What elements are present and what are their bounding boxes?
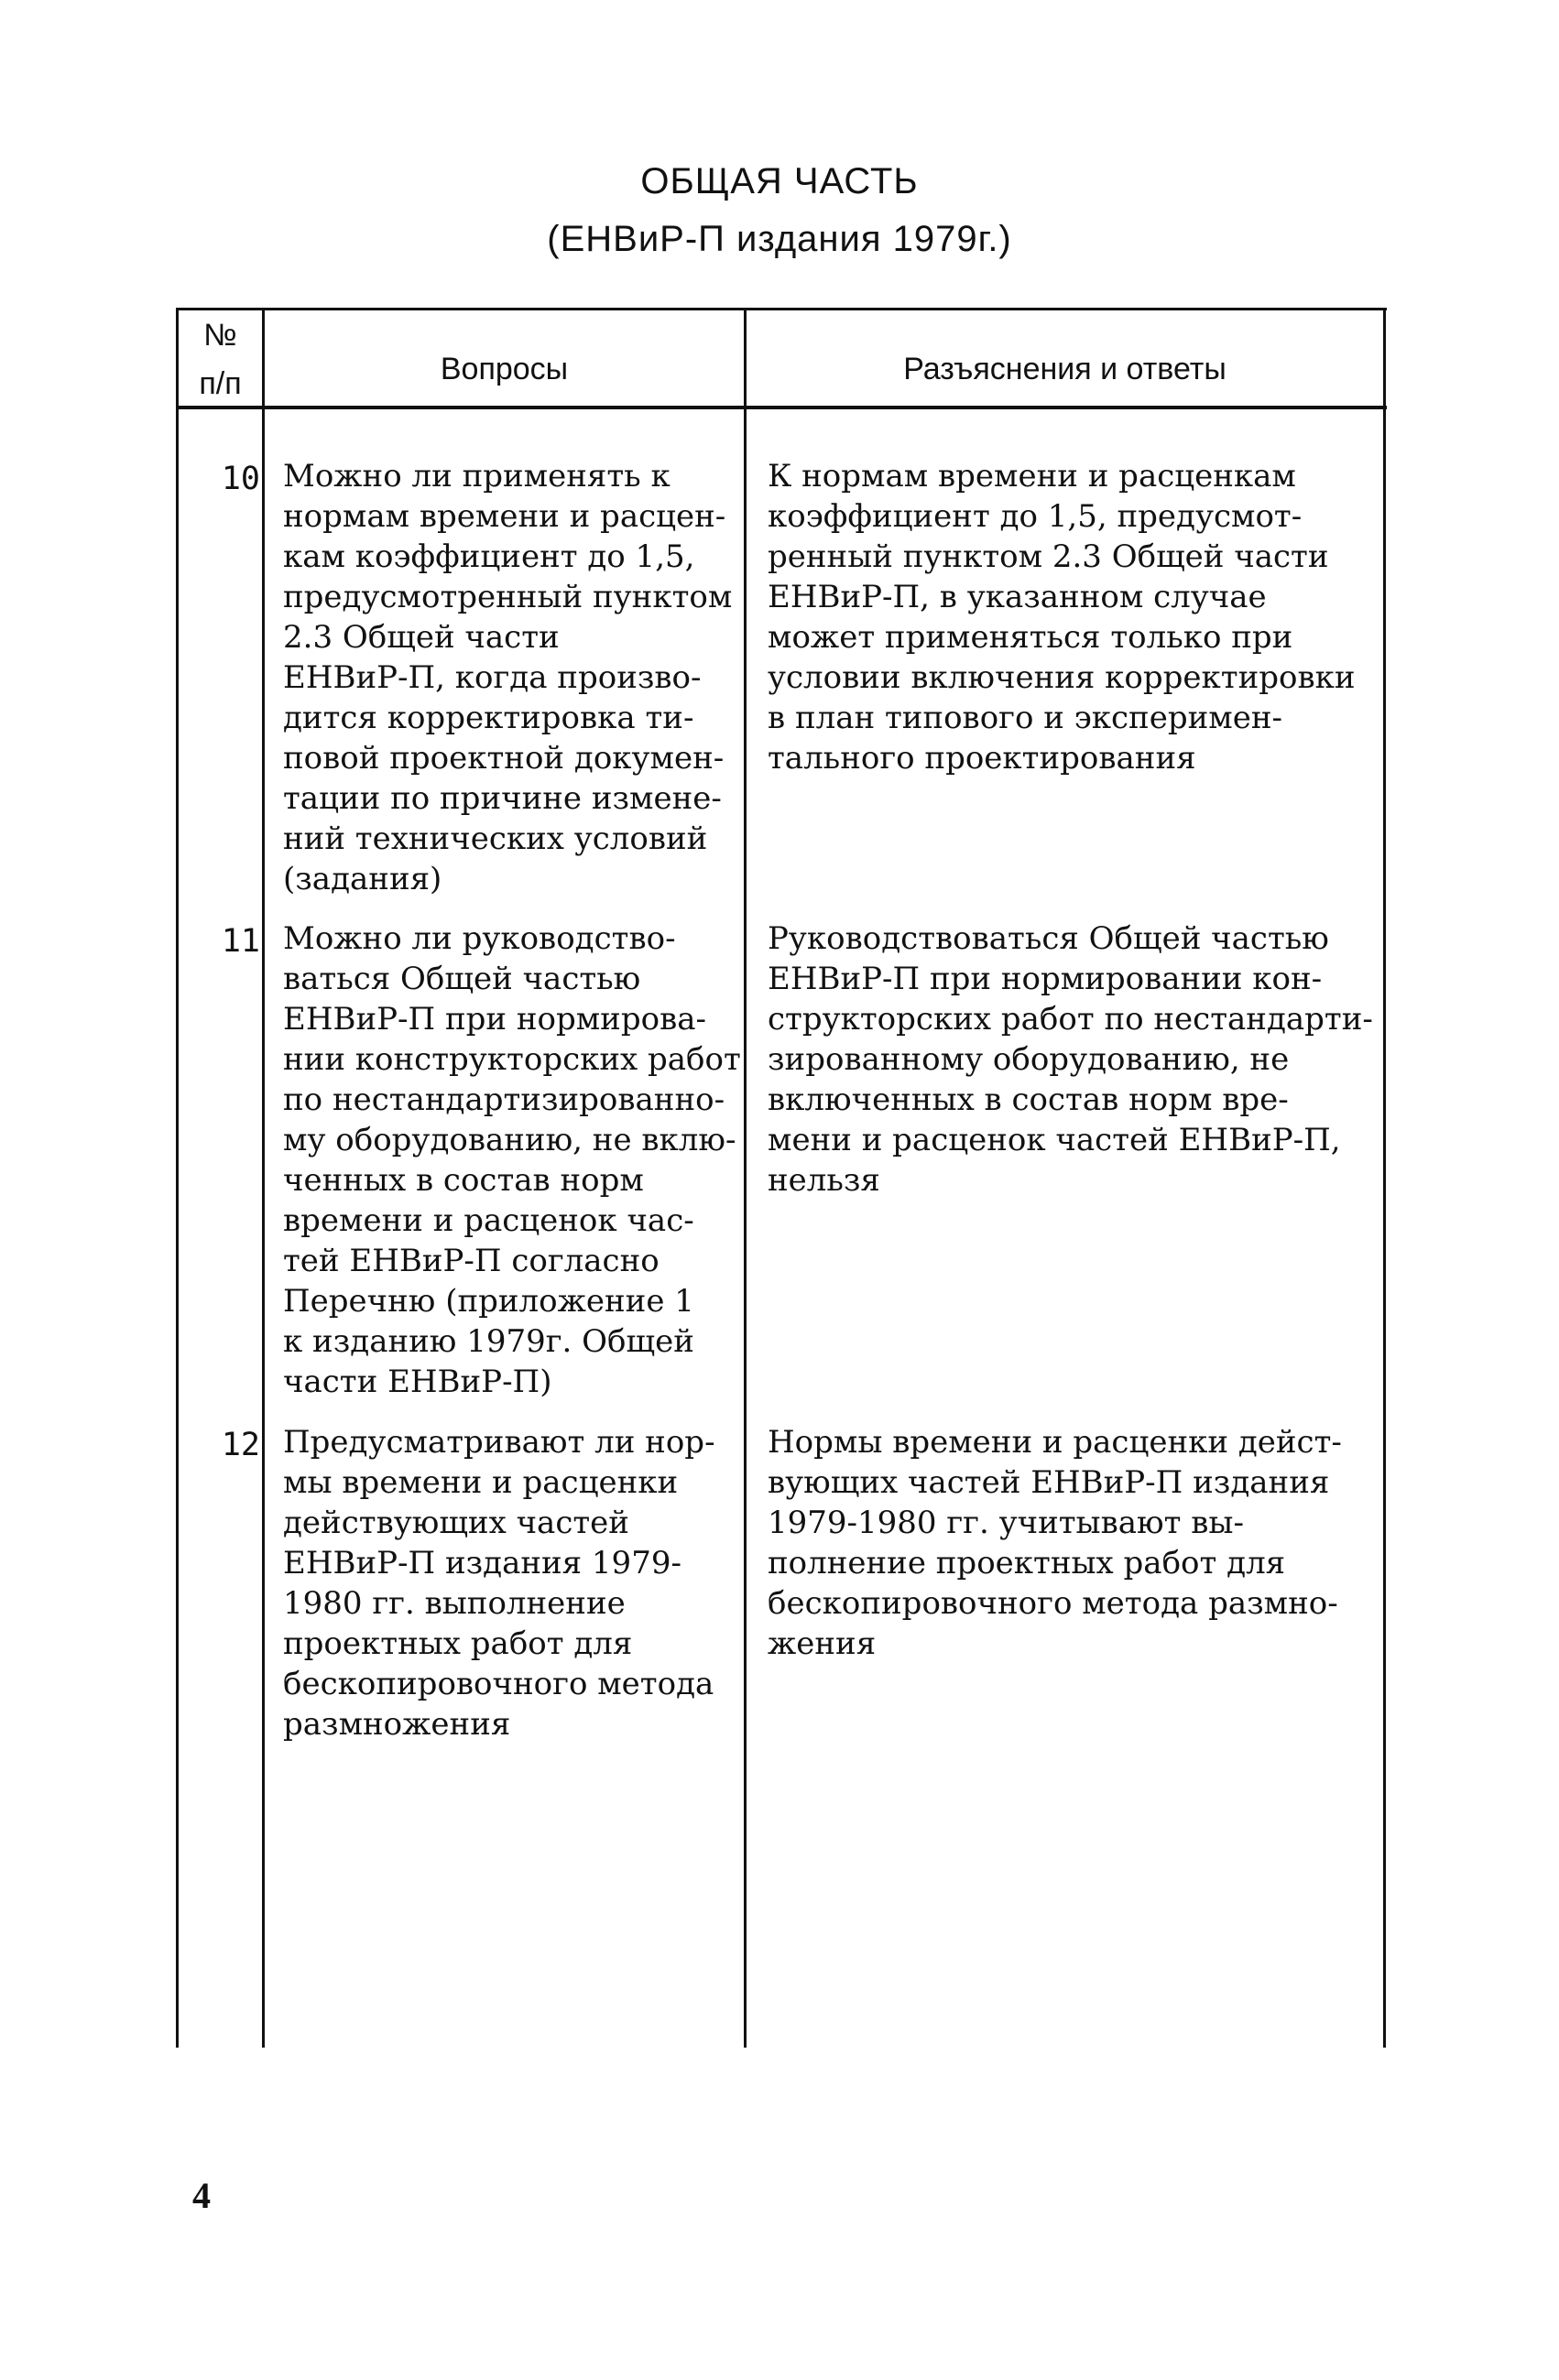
question-text: Можно ли применять к нормам времени и расцен- кам коэффициент до 1,5, предусмотренный пунктом 2.3 Общей части ЕНВиР-П, когда произво- дится корректировка ти- повой проектной докумен- тации по причине измене- ний технических условий (задания) [283, 458, 733, 897]
table-left-border [176, 308, 179, 2048]
page-number: 4 [192, 2175, 211, 2216]
column-header-number: № п/п [199, 318, 242, 401]
row-number: 10 [221, 461, 260, 497]
column-divider-1 [262, 308, 265, 2048]
table-header-bottom-border [176, 406, 1387, 409]
answer-text: К нормам времени и расценкам коэффициент до 1,5, предусмот- ренный пунктом 2.3 Общей части ЕНВиР-П, в указанном случае может применяться только при условии включения корректировки в план типового и эксперимен- тального проектирования [768, 458, 1356, 777]
column-header-questions: Вопросы [440, 352, 569, 386]
row-number: 12 [221, 1427, 260, 1463]
column-divider-2 [744, 308, 747, 2048]
column-header-answers: Разъяснения и ответы [903, 352, 1226, 386]
page-title: ОБЩАЯ ЧАСТЬ [640, 161, 919, 201]
answer-text: Руководствоваться Общей частью ЕНВиР-П при нормировании кон- структорских работ по нестандарти- зированному оборудованию, не включенных в состав норм вре- мени и расценок частей ЕНВиР-П, нельзя [768, 920, 1373, 1199]
table-right-border [1383, 308, 1386, 2048]
question-text: Можно ли руководство- ваться Общей частью ЕНВиР-П при нормирова- нии конструкторских работ по нестандартизированно- му оборудованию, не вклю- ченных в состав норм времени и расценок час- тей ЕНВиР-П согласно Перечню (приложение 1 к изданию 1979г. Общей части ЕНВиР-П) [283, 920, 741, 1400]
page-subtitle: (ЕНВиР-П издания 1979г.) [547, 219, 1012, 259]
row-number: 11 [221, 923, 260, 960]
answer-text: Нормы времени и расценки дейст- вующих частей ЕНВиР-П издания 1979-1980 гг. учитывают вы- полнение проектных работ для бескопировочного метода размно- жения [768, 1424, 1342, 1662]
question-text: Предусматривают ли нор- мы времени и расценки действующих частей ЕНВиР-П издания 1979- 1980 гг. выполнение проектных работ для бескопировочного метода размножения [283, 1424, 715, 1743]
table-top-border [176, 308, 1387, 310]
